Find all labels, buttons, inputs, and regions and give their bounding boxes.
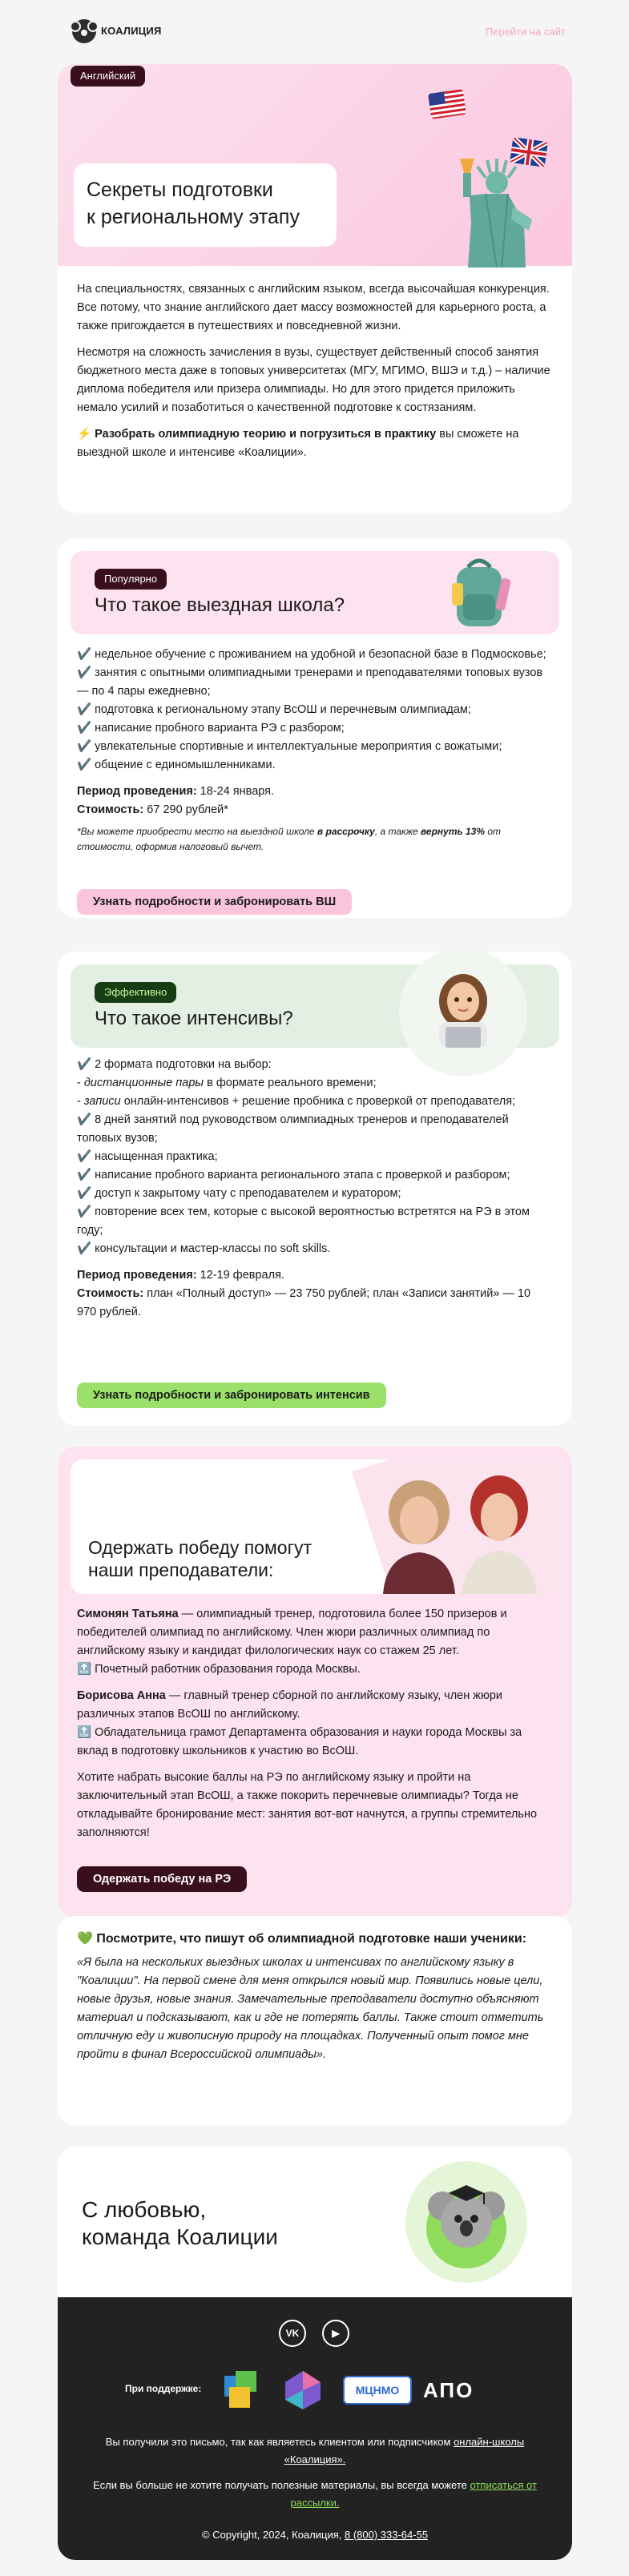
review-quote: «Я была на нескольких выездных школах и интенсивах по английскому языку в "Коалиции". На первой смене для меня открылся новый мир. Появились новые цели, новые друзья, новые знания. Замечательные преподаватели доступно объясняют материал и подсказывают, как и где не потерять баллы. Также стоит отметить отличную еду и живописную природу на площадках. Полученный опыт помог мне пройти в финал Всероссийской олимпиады». (77, 1956, 544, 2061)
review-card (58, 1916, 572, 2126)
italic-text: записи (83, 1095, 121, 1108)
lightning-icon: ⚡ (77, 428, 92, 441)
teacher-1-name: Симонян Татьяна (77, 1608, 179, 1620)
partner-mcnmo-logo: МЦНМО (343, 2376, 412, 2405)
school-card (58, 538, 572, 918)
intensive-line: ✔️ написание пробного варианта регионального этапа с проверкой и разбором; (77, 1169, 510, 1181)
copyright (82, 2526, 548, 2544)
note-bold: вернуть 13% (420, 826, 485, 837)
hero-cta-text (77, 425, 553, 462)
signoff-line2: команда Коалиции (82, 2224, 278, 2249)
youtube-social-icon[interactable]: ▶ (322, 2320, 349, 2347)
go-to-site-link[interactable]: Перейти на сайт (485, 26, 566, 38)
intensive-line: ✔️ 2 формата подготовки на выбор: (77, 1058, 272, 1071)
teacher-1-bio (77, 1605, 553, 1660)
phone-link[interactable]: 8 (800) 333-64-55 (344, 2529, 429, 2541)
teacher-photo-tatyana (375, 1475, 463, 1594)
hero-body (77, 280, 553, 470)
email-header (69, 16, 566, 48)
school-feature: ✔️ подготовка к региональному этапу ВсОШ и перечневым олимпиадам; (77, 703, 471, 716)
koala-mascot-icon (404, 2159, 529, 2284)
school-link[interactable]: онлайн-школы «Коалиция». (284, 2436, 525, 2465)
cost-value: 67 290 рублей* (143, 803, 228, 816)
email-footer (58, 2297, 572, 2560)
win-re-button[interactable]: Одержать победу на РЭ (77, 1866, 247, 1892)
statue-of-liberty-icon (446, 143, 550, 268)
review-title-text: Посмотрите, что пишут об олимпиадной подготовке наши ученики: (92, 1932, 527, 1946)
koalition-logo[interactable] (72, 19, 162, 43)
partner-cube-logo (220, 2368, 264, 2413)
intensive-line: ✔️ доступ к закрытому чату с преподавателем и куратором; (77, 1187, 401, 1200)
teachers-card (58, 1447, 572, 1918)
teachers-title-line2: наши преподаватели: (88, 1560, 274, 1580)
teachers-title-line1: Одержать победу помогут (88, 1537, 312, 1558)
teacher-2-bio (77, 1687, 553, 1724)
intensive-line: ✔️ насыщенная практика; (77, 1150, 218, 1163)
hero-cta-bold: Разобрать олимпиадную теорию и погрузиться в практику (95, 428, 437, 441)
student-avatar-icon (431, 971, 495, 1048)
period-label: Период проведения: (77, 1269, 197, 1282)
signoff-text (82, 2196, 278, 2251)
school-cost (77, 801, 553, 819)
teacher-photo-anna (455, 1471, 543, 1594)
school-body (77, 646, 553, 855)
backpack-icon (446, 554, 514, 631)
teacher-2-award: 🔝 Обладательница грамот Департамента образования и науки города Москвы за вклад в подготовку школьников к участию во ВсОШ. (77, 1726, 522, 1757)
hero-card (58, 64, 572, 513)
teachers-title (88, 1536, 312, 1581)
unsubscribe-notice (82, 2477, 548, 2512)
teachers-banner (71, 1459, 559, 1594)
school-feature: ✔️ увлекательные спортивные и интеллектуальные мероприятия с вожатыми; (77, 740, 502, 753)
vk-social-icon[interactable]: VK (279, 2320, 306, 2347)
period-label: Период проведения: (77, 785, 197, 798)
notice-text: Вы получили это письмо, так как являетесь клиентом или подписчиком (105, 2436, 454, 2448)
note-text: от стоимости, оформив налоговый вычет. (77, 826, 502, 852)
effective-tag: Эффективно (95, 982, 176, 1003)
teacher-2-text: — главный тренер сборной по английскому языку, член жюри различных этапов ВсОШ по английскому. (77, 1689, 502, 1721)
teacher-1-award: 🔝 Почетный работник образования города Москвы. (77, 1663, 361, 1676)
intensive-line: ✔️ консультации и мастер-классы по soft skills. (77, 1242, 331, 1255)
us-flag-icon (428, 89, 466, 119)
unsubscribe-text: Если вы больше не хотите получать полезные материалы, вы всегда можете (93, 2479, 470, 2491)
school-feature: ✔️ общение с единомышленниками. (77, 759, 276, 771)
signoff-line1: С любовью, (82, 2197, 207, 2222)
cost-value: план «Полный доступ» — 23 750 рублей; план «Записи занятий» — 10 970 рублей. (77, 1287, 531, 1318)
copyright-text: © Copyright, 2024, Коалиция, (201, 2529, 345, 2541)
support-label: При поддержке: (125, 2383, 202, 2394)
hero-title-line1: Секреты подготовки (87, 179, 273, 201)
cost-label: Стоимость: (77, 803, 144, 816)
book-intensive-button[interactable]: Узнать подробности и забронировать интенсив (77, 1383, 386, 1408)
italic-text: дистанционные пары (83, 1077, 204, 1089)
partner-apo-logo: АПО (423, 2378, 474, 2402)
intensive-body (77, 1056, 553, 1322)
intensive-line: ✔️ 8 дней занятий под руководством олимпиадных тренеров и преподавателей топовых вузов; (77, 1113, 509, 1145)
green-heart-icon: 💚 (77, 1932, 93, 1946)
school-period (77, 783, 553, 801)
intensive-line: - записи онлайн-интенсивов + решение пробника с проверкой от преподавателя; (77, 1095, 516, 1108)
note-text: , а также (374, 826, 421, 837)
school-header (71, 551, 559, 634)
school-title: Что такое выездная школа? (95, 594, 345, 616)
review-body (77, 1929, 553, 2064)
hero-paragraph-2: Несмотря на сложность зачисления в вузы, существует действенный способ занятия бюджетного места даже в топовых университетах (МГУ, МГИМО, ВШЭ и т.д.) – наличие диплома победителя или призера олимпиады. Но для этого придется приложить немало усилий и позаботиться о качественной подготовке к состязаниям. (77, 346, 550, 414)
category-tag: Английский (71, 66, 145, 87)
teacher-1-text: — олимпиадный тренер, подготовила более 150 призеров и победителей олимпиад по английскому. Член жюри различных олимпиад по английскому языку и кандидат филологических наук со стажем 25 лет. (77, 1608, 507, 1657)
hero-title-line2: к региональному этапу (87, 206, 300, 228)
intensive-title: Что такое интенсивы? (95, 1008, 293, 1029)
teachers-outro: Хотите набрать высокие баллы на РЭ по английскому языку и пройти на заключительный этап ВсОШ, а также покорить перечневые олимпиады? Тогда не откладывайте бронирование мест: занятия вот-вот начнутся, а группы стремительно заполняются! (77, 1771, 538, 1839)
installment-note (77, 824, 553, 855)
subscription-notice (82, 2433, 548, 2469)
popular-tag: Популярно (95, 569, 167, 590)
school-feature: ✔️ занятия с опытными олимпиадными тренерами и преподавателями топовых вузов — по 4 пары ежедневно; (77, 666, 543, 698)
intensive-card (58, 952, 572, 1426)
school-feature: ✔️ написание пробного варианта РЭ с разбором; (77, 722, 345, 735)
intensive-line: - дистанционные пары в формате реального времени; (77, 1077, 377, 1089)
period-value: 12-19 февраля. (196, 1269, 284, 1282)
review-title (77, 1929, 553, 1949)
book-school-button[interactable]: Узнать подробности и забронировать ВШ (77, 889, 352, 915)
logo-text: КОАЛИЦИЯ (101, 24, 162, 37)
cost-label: Стоимость: (77, 1287, 144, 1300)
period-value: 18-24 января. (196, 785, 275, 798)
note-bold: в рассрочку (317, 826, 375, 837)
partner-gem-logo (280, 2368, 325, 2413)
hero-title (74, 163, 337, 247)
hero-paragraph-1: На специальностях, связанных с английским языком, всегда высочайшая конкуренция. Все потому, что знание английского дает массу возможностей для карьерного роста, а также пригождается в путешествиях и повседневной жизни. (77, 283, 550, 332)
intensive-period (77, 1266, 553, 1285)
school-feature: ✔️ недельное обучение с проживанием на удобной и безопасной базе в Подмосковье; (77, 648, 546, 661)
teacher-2-name: Борисова Анна (77, 1689, 166, 1702)
teachers-body (77, 1605, 553, 1842)
unsubscribe-link[interactable]: отписаться от рассылки. (290, 2479, 537, 2509)
note-text: *Вы можете приобрести место на выездной школе (77, 826, 317, 837)
signoff-card (58, 2147, 572, 2299)
intensive-line: ✔️ повторение всех тем, которые с высокой вероятностью встретятся на РЭ в этом году; (77, 1205, 530, 1237)
koala-logo-icon (72, 19, 96, 43)
hero-cta-rest: вы сможете на выездной школе и интенсиве «Коалиции». (77, 428, 519, 459)
hero-banner (58, 64, 572, 266)
intensive-cost (77, 1285, 553, 1322)
intensive-header (71, 964, 559, 1048)
